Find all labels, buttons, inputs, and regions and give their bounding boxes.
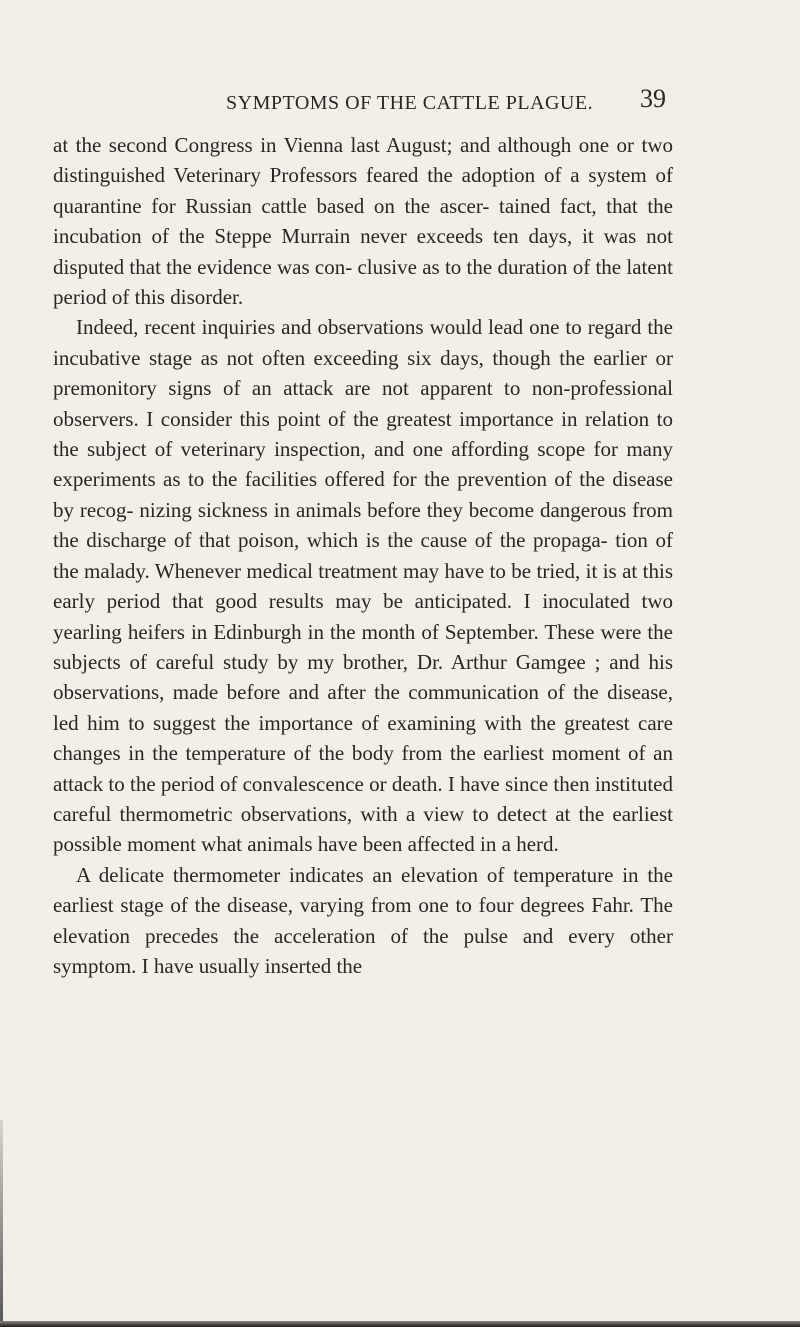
body-text	[53, 130, 673, 981]
paragraph-thermometer: A delicate thermometer indicates an elevation of temperature in the earliest stage of the disease, varying from one to four degrees Fahr. The elevation precedes the acceleration of the pulse and every other symptom. I have usually inserted the	[53, 862, 673, 978]
paragraph-continuation: at the second Congress in Vienna last August; and although one or two distinguished Veterinary Professors feared the adoption of a system of quarantine for Russian cattle based on the ascer- tained fact, that the incubation of the Steppe Murrain never exceeds ten days, it was not disputed that the evidence was con- clusive as to the duration of the latent period of this disorder.	[53, 133, 673, 310]
page-edge-shadow-bottom	[0, 1321, 800, 1327]
page-edge-shadow-left	[0, 1120, 3, 1327]
page-header	[226, 84, 666, 118]
page-number: 39	[640, 84, 666, 113]
paragraph-incubation: Indeed, recent inquiries and observations would lead one to regard the incubative stage as not often exceeding six days, though the earlier or premonitory signs of an attack are not apparent to non-professional observers. I consider this point of the greatest importance in relation to the subject of veterinary inspection, and one affording scope for many experiments as to the facilities offered for the prevention of the disease by recog- nizing sickness in animals before they become dangerous from the discharge of that poison, which is the cause of the propaga- tion of the malady. Whenever medical treatment may have to be tried, it is at this early period that good results may be anticipated. I inoculated two yearling heifers in Edinburgh in the month of September. These were the subjects of careful study by my brother, Dr. Arthur Gamgee ; and his observations, made before and after the communication of the disease, led him to suggest the importance of examining with the greatest care changes in the temperature of the body from the earliest moment of an attack to the period of convalescence or death. I have since then instituted careful thermometric observations, with a view to detect at the earliest possible moment what animals have been affected in a herd.	[53, 315, 673, 857]
running-head: SYMPTOMS OF THE CATTLE PLAGUE.	[226, 92, 594, 114]
